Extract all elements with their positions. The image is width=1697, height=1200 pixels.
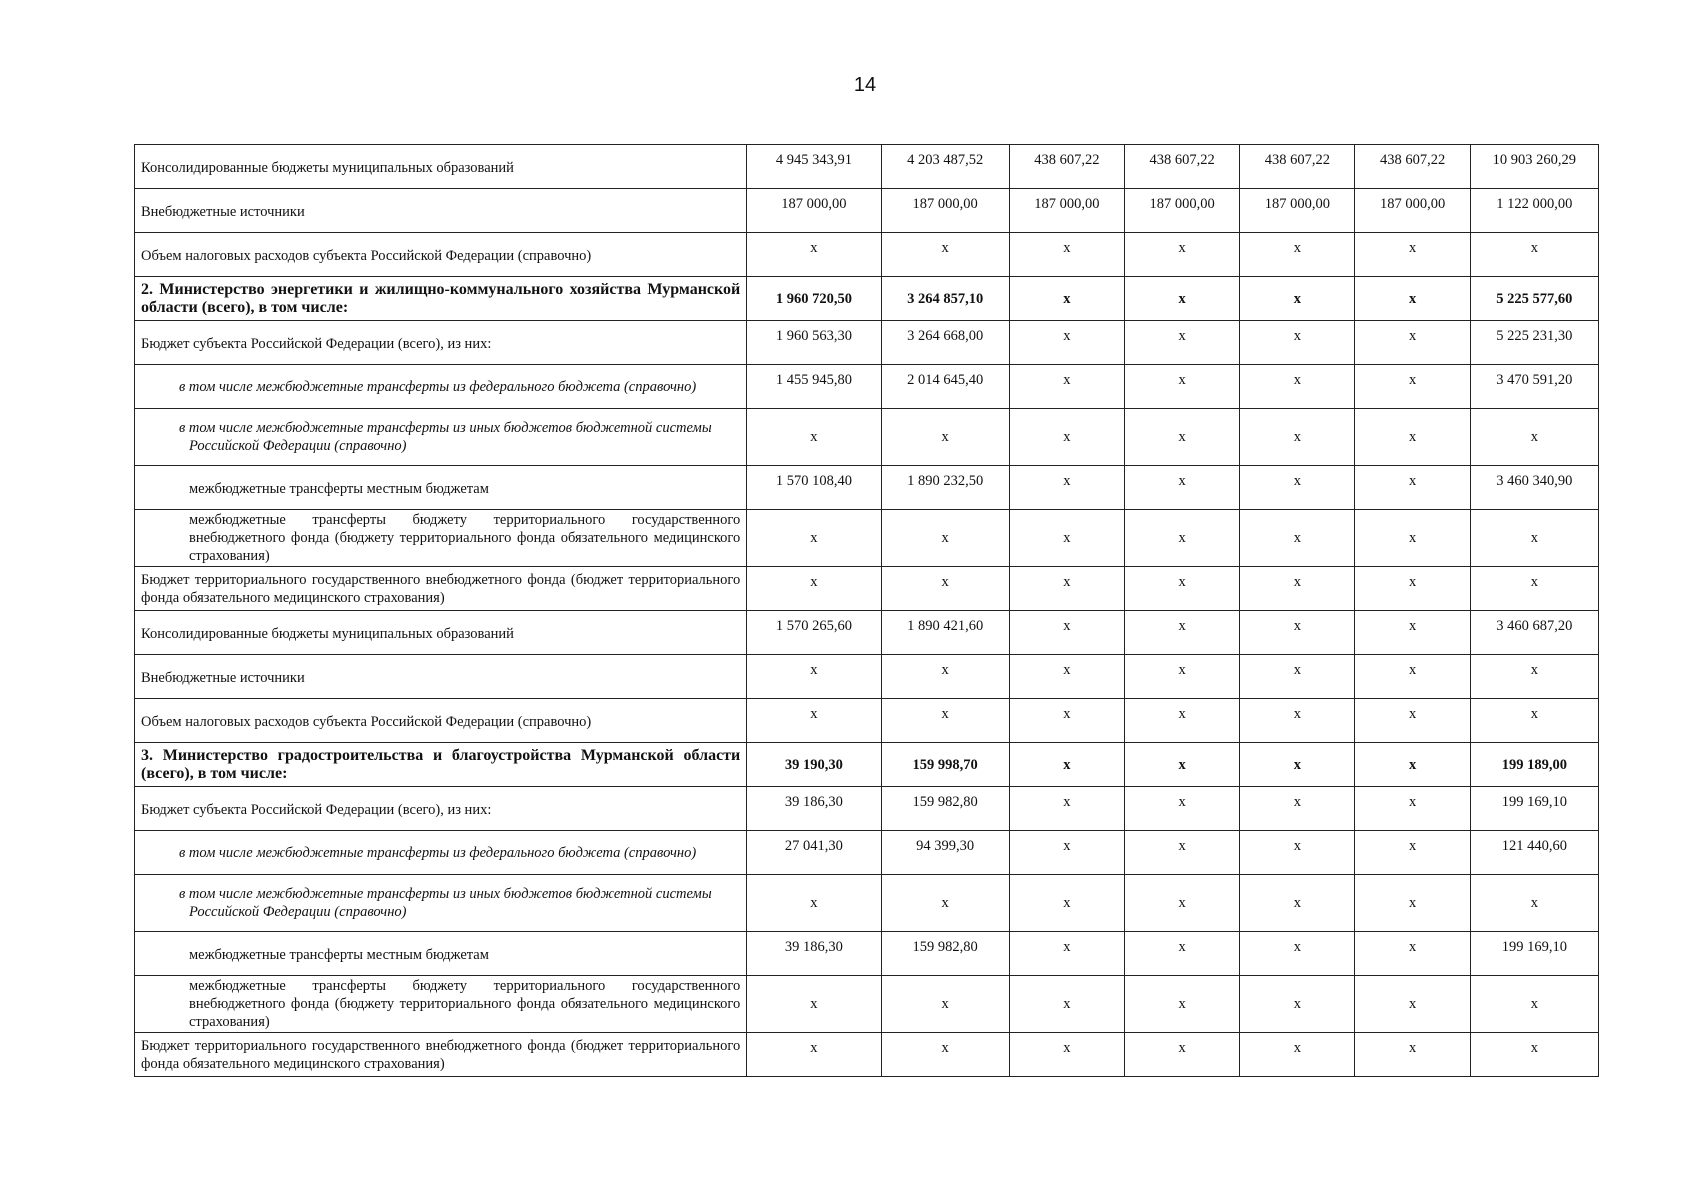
cell-value: 1 455 945,80 — [747, 365, 881, 409]
table-row — [135, 611, 1599, 655]
cell-value: 5 225 577,60 — [1470, 277, 1598, 321]
cell-value: x — [747, 655, 881, 699]
row-label — [135, 655, 747, 699]
table-row — [135, 699, 1599, 743]
cell-value: 4 203 487,52 — [881, 145, 1009, 189]
cell-value: x — [1355, 365, 1470, 409]
page-number: 14 — [853, 74, 877, 96]
row-label — [135, 787, 747, 831]
row-label — [135, 466, 747, 510]
row-label-text: Бюджет территориального государственного внебюджетного фонда (бюджет территориального фонда обязательного медицинского страхования) — [141, 1037, 741, 1072]
cell-value: x — [1009, 976, 1124, 1033]
row-label-text: 2. Министерство энергетики и жилищно-коммунального хозяйства Мурманской области (всего), в том числе: — [141, 280, 741, 316]
cell-value: x — [1240, 1033, 1355, 1077]
cell-value: x — [1009, 1033, 1124, 1077]
cell-value: x — [881, 1033, 1009, 1077]
cell-value: x — [1240, 365, 1355, 409]
cell-value: 5 225 231,30 — [1470, 321, 1598, 365]
cell-value: x — [1355, 409, 1470, 466]
cell-value: x — [1355, 743, 1470, 787]
cell-value: x — [1355, 233, 1470, 277]
row-label-text: межбюджетные трансферты местным бюджетам — [189, 947, 489, 963]
row-label — [135, 831, 747, 875]
row-label-text: в том числе межбюджетные трансферты из иных бюджетов бюджетной системы — [179, 420, 712, 436]
row-label-text: Бюджет субъекта Российской Федерации (всего), из них: — [141, 802, 492, 818]
cell-value: x — [1125, 611, 1240, 655]
cell-value: x — [881, 875, 1009, 932]
cell-value: 121 440,60 — [1470, 831, 1598, 875]
cell-value: x — [1470, 567, 1598, 611]
table-row — [135, 787, 1599, 831]
cell-value: x — [1009, 655, 1124, 699]
cell-value: x — [747, 409, 881, 466]
cell-value: x — [1355, 1033, 1470, 1077]
cell-value: 159 998,70 — [881, 743, 1009, 787]
cell-value: x — [881, 567, 1009, 611]
row-label — [135, 233, 747, 277]
cell-value: x — [1125, 743, 1240, 787]
row-label-text: Внебюджетные источники — [141, 204, 305, 220]
cell-value: 3 470 591,20 — [1470, 365, 1598, 409]
cell-value: x — [881, 655, 1009, 699]
cell-value: 3 264 668,00 — [881, 321, 1009, 365]
cell-value: x — [1125, 976, 1240, 1033]
cell-value: 187 000,00 — [1240, 189, 1355, 233]
table-row — [135, 277, 1599, 321]
table-row — [135, 510, 1599, 567]
cell-value: x — [1009, 932, 1124, 976]
cell-value: x — [1355, 875, 1470, 932]
cell-value: x — [1355, 277, 1470, 321]
table-row — [135, 655, 1599, 699]
cell-value: x — [1470, 1033, 1598, 1077]
row-label — [135, 699, 747, 743]
cell-value: 438 607,22 — [1355, 145, 1470, 189]
cell-value: x — [881, 699, 1009, 743]
cell-value: x — [1355, 510, 1470, 567]
row-label — [135, 510, 747, 567]
cell-value: x — [1125, 466, 1240, 510]
row-label-text: Объем налоговых расходов субъекта Российской Федерации (справочно) — [141, 248, 592, 264]
row-label-text: в том числе межбюджетные трансферты из иных бюджетов бюджетной системы — [179, 886, 712, 902]
row-label-text: межбюджетные трансферты бюджету территориального государственного внебюджетного фонда (бюджету территориального фонда обязательного медицинского страхования) — [189, 978, 741, 1030]
cell-value: x — [1009, 233, 1124, 277]
cell-value: x — [1470, 976, 1598, 1033]
cell-value: x — [1125, 567, 1240, 611]
table-row — [135, 233, 1599, 277]
cell-value: x — [1240, 567, 1355, 611]
row-label-text: Объем налоговых расходов субъекта Российской Федерации (справочно) — [141, 714, 592, 730]
cell-value: 187 000,00 — [1125, 189, 1240, 233]
cell-value: x — [1125, 233, 1240, 277]
cell-value: x — [1355, 831, 1470, 875]
cell-value: 3 460 687,20 — [1470, 611, 1598, 655]
cell-value: x — [1470, 510, 1598, 567]
cell-value: x — [1355, 787, 1470, 831]
cell-value: 438 607,22 — [1125, 145, 1240, 189]
cell-value: x — [1240, 976, 1355, 1033]
cell-value: 3 264 857,10 — [881, 277, 1009, 321]
row-label — [135, 932, 747, 976]
budget-table — [134, 144, 1599, 1077]
cell-value: x — [1355, 611, 1470, 655]
cell-value: x — [1009, 321, 1124, 365]
cell-value: x — [1009, 875, 1124, 932]
cell-value: x — [747, 875, 881, 932]
table-row — [135, 409, 1599, 466]
cell-value: x — [1125, 409, 1240, 466]
cell-value: x — [1125, 321, 1240, 365]
table-row — [135, 321, 1599, 365]
row-label — [135, 875, 747, 932]
cell-value: 10 903 260,29 — [1470, 145, 1598, 189]
cell-value: x — [1240, 277, 1355, 321]
row-label — [135, 277, 747, 321]
cell-value: 39 186,30 — [747, 932, 881, 976]
cell-value: x — [1125, 277, 1240, 321]
cell-value: 159 982,80 — [881, 787, 1009, 831]
row-label-text: в том числе межбюджетные трансферты из федерального бюджета (справочно) — [179, 844, 697, 861]
cell-value: x — [1470, 233, 1598, 277]
cell-value: x — [747, 510, 881, 567]
cell-value: x — [1009, 787, 1124, 831]
cell-value: x — [1240, 611, 1355, 655]
cell-value: 199 169,10 — [1470, 787, 1598, 831]
cell-value: 187 000,00 — [747, 189, 881, 233]
cell-value: x — [747, 976, 881, 1033]
cell-value: x — [1240, 831, 1355, 875]
cell-value: x — [1009, 409, 1124, 466]
cell-value: 159 982,80 — [881, 932, 1009, 976]
row-label — [135, 743, 747, 787]
cell-value: x — [747, 233, 881, 277]
cell-value: 187 000,00 — [1355, 189, 1470, 233]
cell-value: 187 000,00 — [1009, 189, 1124, 233]
cell-value: 1 890 232,50 — [881, 466, 1009, 510]
table-row — [135, 466, 1599, 510]
cell-value: x — [1009, 611, 1124, 655]
cell-value: x — [1240, 699, 1355, 743]
cell-value: x — [1125, 365, 1240, 409]
cell-value: x — [1355, 932, 1470, 976]
cell-value: x — [1009, 567, 1124, 611]
cell-value: x — [747, 1033, 881, 1077]
cell-value: x — [1470, 875, 1598, 932]
cell-value: x — [1355, 655, 1470, 699]
cell-value: x — [1125, 875, 1240, 932]
table-row — [135, 1033, 1599, 1077]
cell-value: 3 460 340,90 — [1470, 466, 1598, 510]
row-label — [135, 321, 747, 365]
cell-value: 1 960 563,30 — [747, 321, 881, 365]
row-label-text: Консолидированные бюджеты муниципальных образований — [141, 626, 514, 642]
table-row — [135, 189, 1599, 233]
row-label — [135, 189, 747, 233]
row-label — [135, 365, 747, 409]
cell-value: x — [1240, 875, 1355, 932]
cell-value: x — [1009, 510, 1124, 567]
cell-value: x — [1240, 510, 1355, 567]
row-label — [135, 976, 747, 1033]
cell-value: 1 890 421,60 — [881, 611, 1009, 655]
row-label-text: Консолидированные бюджеты муниципальных образований — [141, 160, 514, 176]
cell-value: x — [1240, 932, 1355, 976]
cell-value: x — [881, 976, 1009, 1033]
cell-value: 199 169,10 — [1470, 932, 1598, 976]
cell-value: x — [1470, 655, 1598, 699]
cell-value: x — [881, 409, 1009, 466]
row-label — [135, 567, 747, 611]
row-label-text: межбюджетные трансферты бюджету территориального государственного внебюджетного фонда (бюджету территориального фонда обязательного медицинского страхования) — [189, 512, 741, 564]
cell-value: x — [1240, 655, 1355, 699]
cell-value: x — [1009, 365, 1124, 409]
table-row — [135, 932, 1599, 976]
cell-value: 1 122 000,00 — [1470, 189, 1598, 233]
cell-value: x — [881, 510, 1009, 567]
cell-value: x — [1470, 409, 1598, 466]
cell-value: x — [1240, 233, 1355, 277]
row-label — [135, 145, 747, 189]
cell-value: x — [1355, 466, 1470, 510]
cell-value: x — [1470, 699, 1598, 743]
cell-value: x — [1125, 1033, 1240, 1077]
cell-value: x — [1355, 321, 1470, 365]
cell-value: 94 399,30 — [881, 831, 1009, 875]
cell-value: 1 570 108,40 — [747, 466, 881, 510]
cell-value: x — [1240, 321, 1355, 365]
cell-value: 1 570 265,60 — [747, 611, 881, 655]
cell-value: x — [1125, 932, 1240, 976]
cell-value: x — [1240, 743, 1355, 787]
row-label-text: межбюджетные трансферты местным бюджетам — [189, 481, 489, 497]
cell-value: x — [1125, 787, 1240, 831]
row-label — [135, 611, 747, 655]
cell-value: x — [1355, 699, 1470, 743]
cell-value: x — [1355, 567, 1470, 611]
row-label-text-cont: Российской Федерации (справочно) — [189, 438, 407, 454]
cell-value: 199 189,00 — [1470, 743, 1598, 787]
cell-value: x — [1240, 409, 1355, 466]
row-label — [135, 1033, 747, 1077]
cell-value: 2 014 645,40 — [881, 365, 1009, 409]
row-label-text: 3. Министерство градостроительства и благоустройства Мурманской области (всего), в том числе: — [141, 746, 741, 782]
cell-value: x — [1009, 277, 1124, 321]
row-label-text: Внебюджетные источники — [141, 670, 305, 686]
table-row — [135, 976, 1599, 1033]
cell-value: 27 041,30 — [747, 831, 881, 875]
row-label-text: Бюджет территориального государственного внебюджетного фонда (бюджет территориального фонда обязательного медицинского страхования) — [141, 571, 741, 606]
cell-value: x — [1009, 466, 1124, 510]
table-row — [135, 145, 1599, 189]
table-row — [135, 875, 1599, 932]
table-row — [135, 743, 1599, 787]
cell-value: x — [1240, 787, 1355, 831]
row-label — [135, 409, 747, 466]
cell-value: 187 000,00 — [881, 189, 1009, 233]
cell-value: x — [1125, 831, 1240, 875]
cell-value: x — [1009, 743, 1124, 787]
cell-value: x — [747, 699, 881, 743]
cell-value: 39 186,30 — [747, 787, 881, 831]
cell-value: 438 607,22 — [1009, 145, 1124, 189]
cell-value: x — [1009, 831, 1124, 875]
table-row — [135, 365, 1599, 409]
cell-value: x — [1240, 466, 1355, 510]
row-label-text: Бюджет субъекта Российской Федерации (всего), из них: — [141, 336, 492, 352]
cell-value: x — [1355, 976, 1470, 1033]
cell-value: x — [1125, 699, 1240, 743]
row-label-text-cont: Российской Федерации (справочно) — [189, 904, 407, 920]
table-row — [135, 567, 1599, 611]
cell-value: x — [881, 233, 1009, 277]
cell-value: 4 945 343,91 — [747, 145, 881, 189]
cell-value: x — [747, 567, 881, 611]
cell-value: x — [1125, 655, 1240, 699]
cell-value: x — [1009, 699, 1124, 743]
table-row — [135, 831, 1599, 875]
cell-value: 39 190,30 — [747, 743, 881, 787]
cell-value: 438 607,22 — [1240, 145, 1355, 189]
row-label-text: в том числе межбюджетные трансферты из федерального бюджета (справочно) — [179, 378, 697, 395]
cell-value: x — [1125, 510, 1240, 567]
cell-value: 1 960 720,50 — [747, 277, 881, 321]
